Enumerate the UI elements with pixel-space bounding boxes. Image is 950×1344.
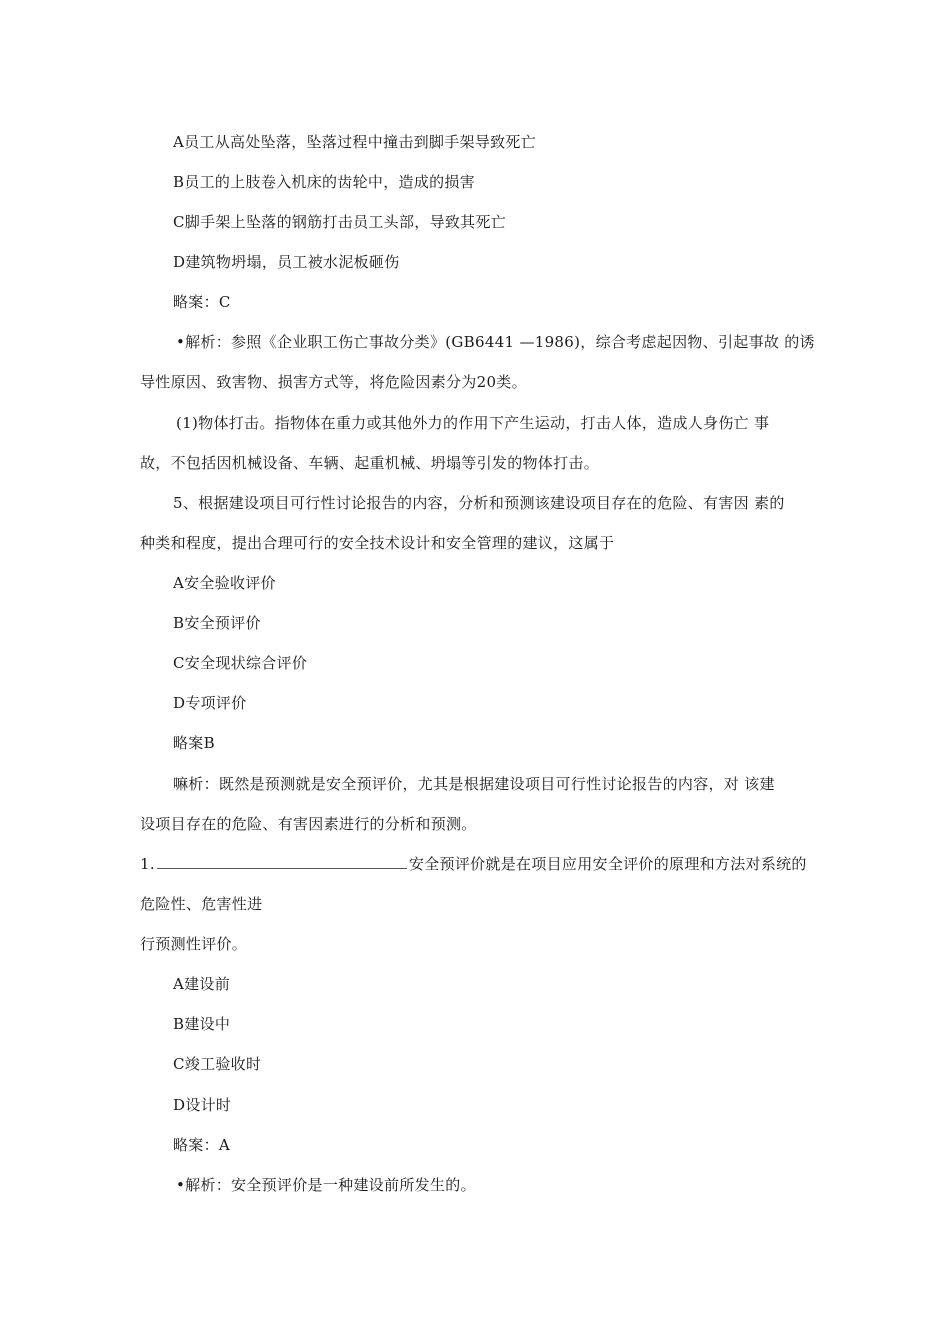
question-stem: 行预测性评价。 bbox=[140, 935, 248, 953]
option-d: D设计时 bbox=[173, 1096, 232, 1114]
option-b: B建设中 bbox=[173, 1015, 231, 1033]
option-a: A安全验收评价 bbox=[173, 574, 276, 592]
option-b: B安全预评价 bbox=[173, 614, 261, 632]
question-stem: 5、根据建设项目可行性讨论报告的内容，分析和预测该建设项目存在的危险、有害因 素的 bbox=[173, 494, 785, 512]
analysis-line: 故，不包括因机械设备、车辆、起重机械、坍塌等引发的物体打击。 bbox=[140, 454, 600, 472]
option-c: C竣工验收时 bbox=[173, 1055, 262, 1073]
analysis-line: (1)物体打击。指物体在重力或其他外力的作用下产生运动，打击人体，造成人身伤亡 事 bbox=[176, 414, 770, 432]
question-stem: 危险性、危害性进 bbox=[140, 895, 263, 913]
option-b: B员工的上肢卷入机床的齿轮中，造成的损害 bbox=[173, 173, 476, 191]
answer: 略案：A bbox=[173, 1136, 231, 1154]
analysis-line: 设项目存在的危险、有害因素进行的分析和预测。 bbox=[140, 815, 477, 833]
option-a: A建设前 bbox=[173, 975, 231, 993]
analysis-line: •解析：参照《企业职工伤亡事故分类》(GB6441 —1986)，综合考虑起因物、引起事故 的诱 bbox=[176, 333, 815, 351]
option-c: C脚手架上坠落的钢筋打击员工头部，导致其死亡 bbox=[173, 213, 507, 231]
option-c: C安全现状综合评价 bbox=[173, 654, 308, 672]
analysis-line: 导性原因、致害物、损害方式等，将危险因素分为20类。 bbox=[140, 373, 527, 391]
answer: 略案B bbox=[173, 734, 215, 752]
fill-in-blank bbox=[157, 854, 407, 869]
question-stem bbox=[140, 854, 807, 874]
option-d: D建筑物坍塌，员工被水泥板砸伤 bbox=[173, 253, 400, 271]
option-d: D专项评价 bbox=[173, 694, 247, 712]
analysis-line: •解析：安全预评价是一种建设前所发生的。 bbox=[176, 1176, 476, 1194]
answer: 略案：C bbox=[173, 293, 231, 311]
question-stem: 种类和程度，提出合理可行的安全技术设计和安全管理的建议，这属于 bbox=[140, 534, 615, 552]
option-a: A员工从高处坠落，坠落过程中撞击到脚手架导致死亡 bbox=[173, 133, 537, 151]
analysis-line: 嘛析：既然是预测就是安全预评价，尤其是根据建设项目可行性讨论报告的内容，对 该建 bbox=[173, 775, 775, 793]
question-stem-text: 安全预评价就是在项目应用安全评价的原理和方法对系统的 bbox=[408, 855, 807, 873]
question-number: 1. bbox=[140, 855, 155, 873]
